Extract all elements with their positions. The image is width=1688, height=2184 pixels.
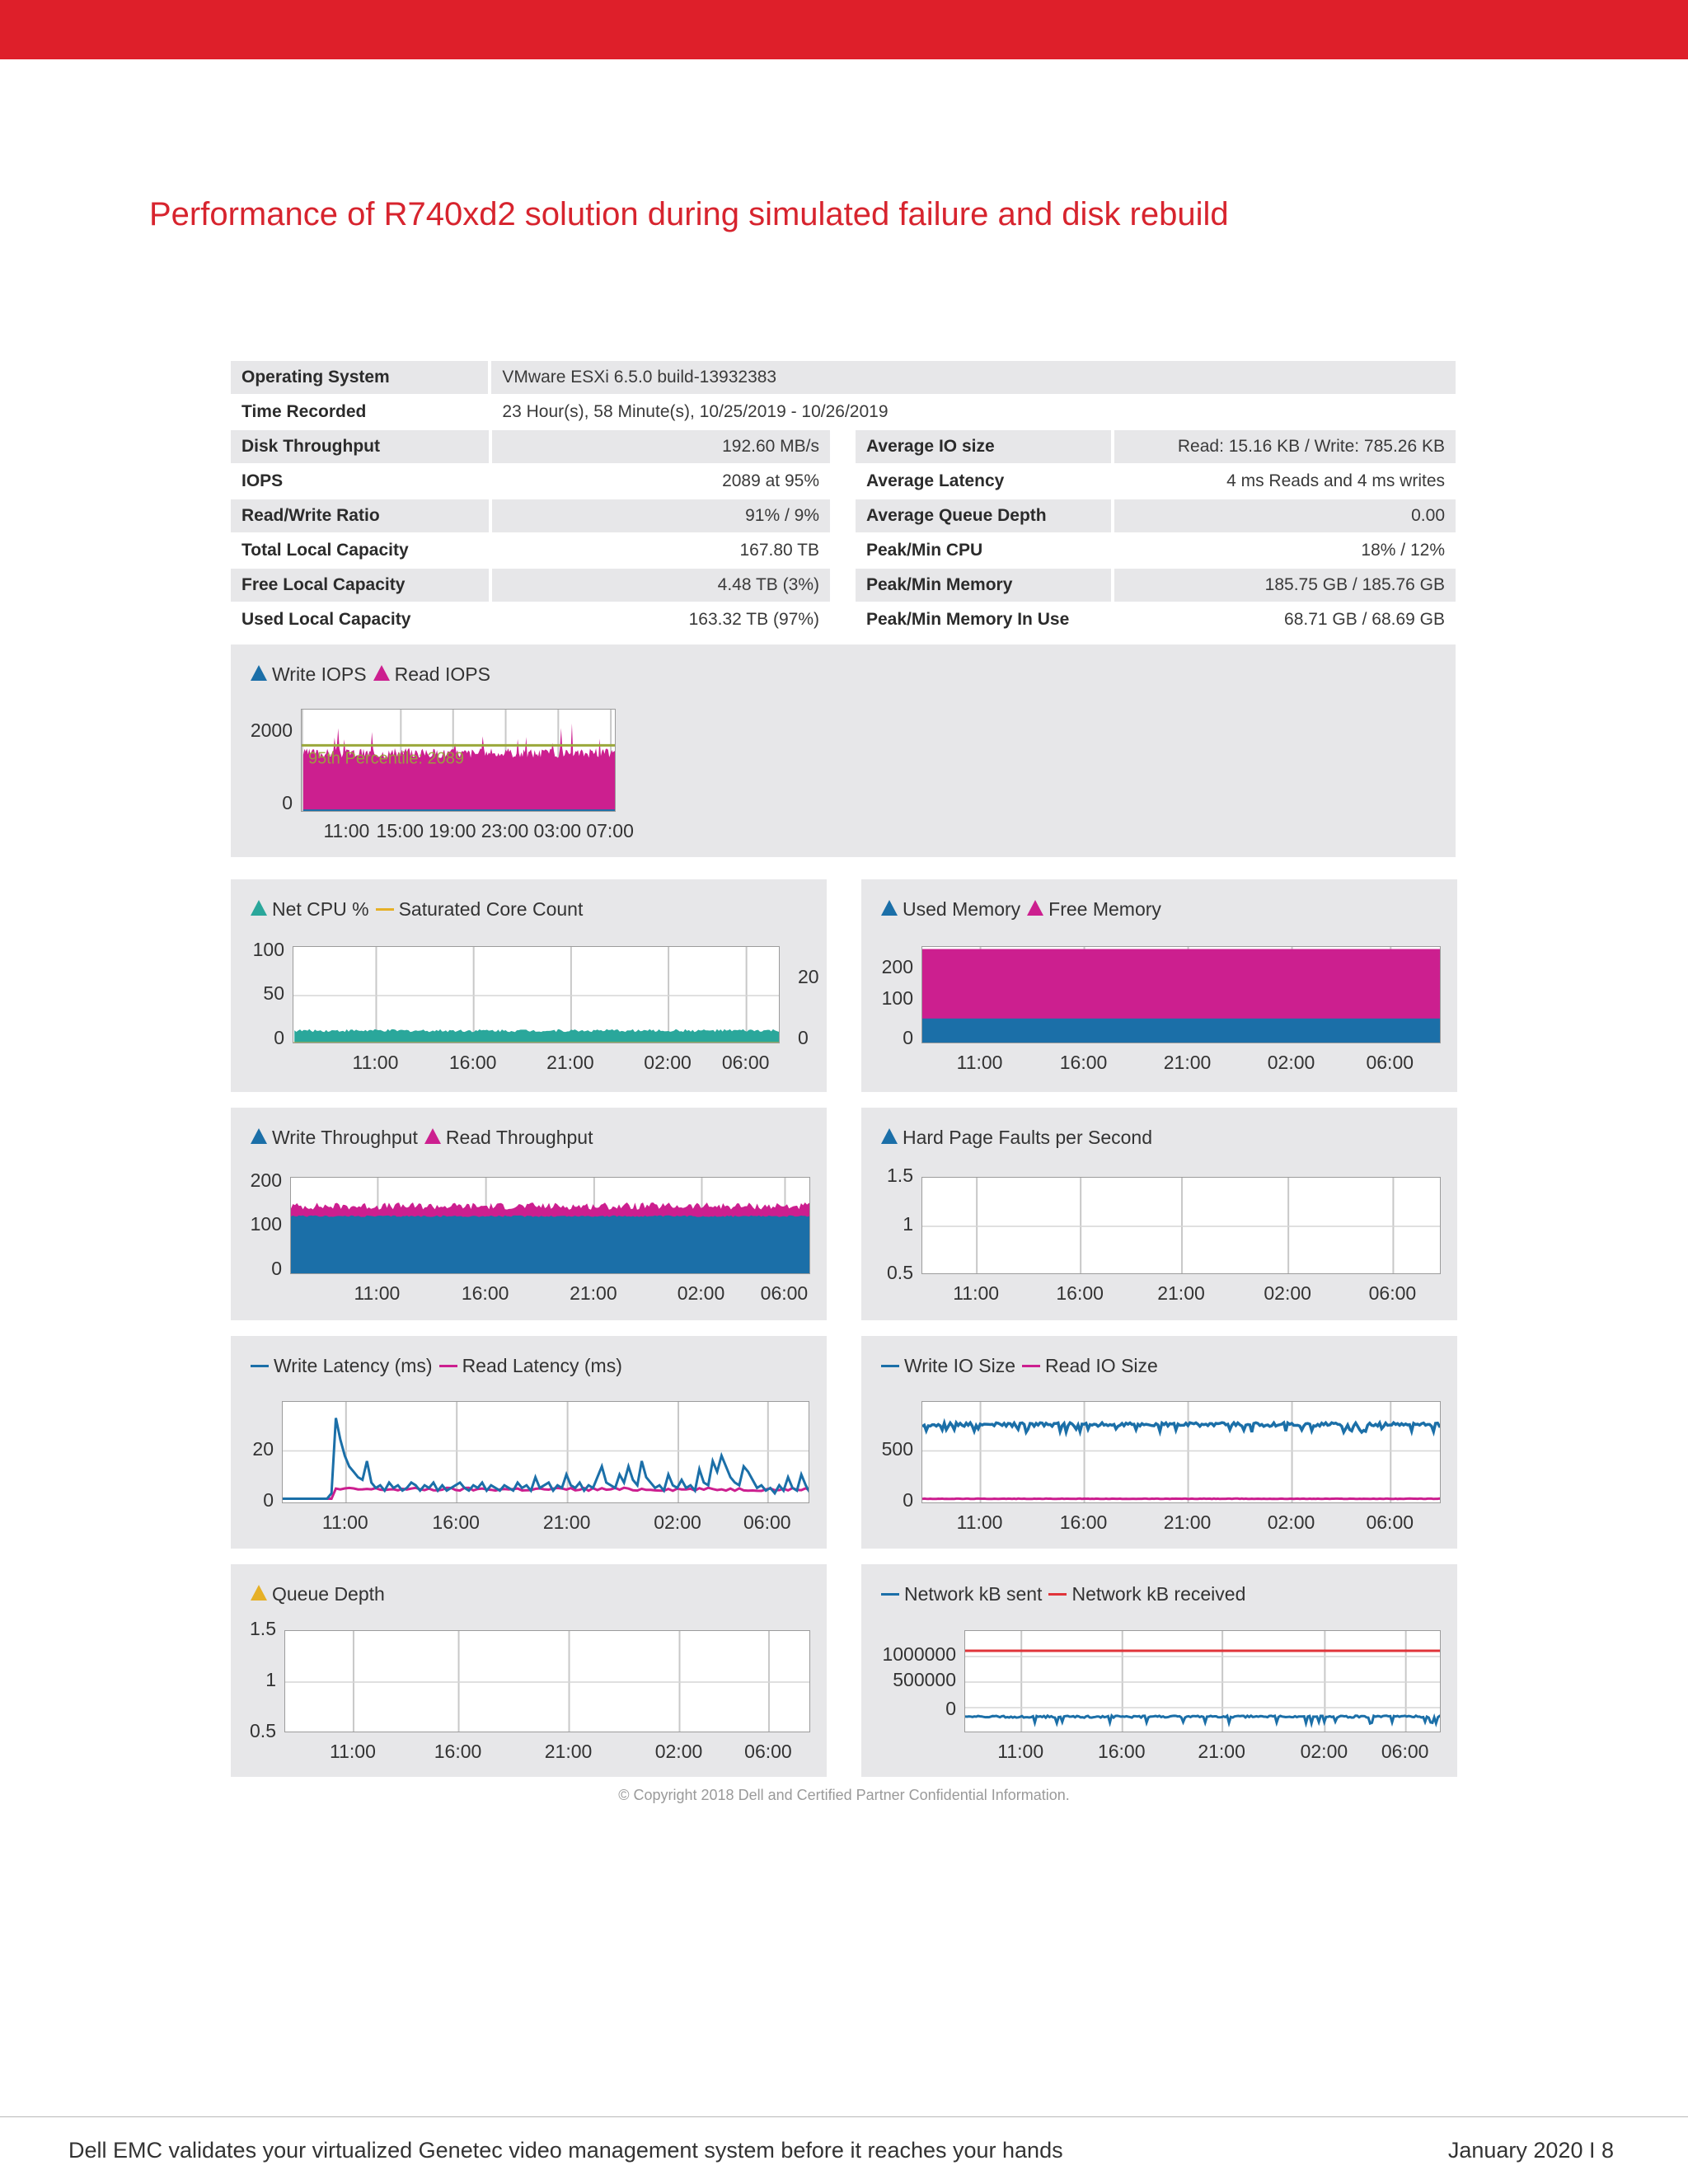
y-tick-label: 500	[881, 1437, 913, 1460]
legend-label: Write Throughput	[272, 1127, 418, 1149]
metric-value: 163.32 TB (97%)	[688, 610, 819, 629]
x-tick-label: 16:00	[448, 1052, 497, 1073]
x-tick-label: 16:00	[432, 1511, 480, 1533]
y2-tick-label: 20	[798, 965, 819, 987]
table-row	[231, 361, 1456, 394]
x-tick-label: 16:00	[461, 1282, 509, 1304]
page-title: Performance of R740xd2 solution during simulated failure and disk rebuild	[149, 196, 1229, 232]
table-row	[231, 534, 1456, 567]
legend-label: Queue Depth	[272, 1583, 385, 1605]
chart-legend	[251, 1126, 599, 1149]
x-tick-label: 21:00	[1198, 1741, 1245, 1762]
x-tick-label: 11:00	[321, 1511, 368, 1533]
y-tick-label: 100	[250, 1213, 282, 1235]
table-row	[231, 603, 1456, 636]
metric-label: IOPS	[241, 471, 284, 490]
line-marker-icon	[1048, 1593, 1067, 1596]
legend-label: Net CPU %	[272, 898, 369, 921]
y-tick-label: 200	[250, 1169, 282, 1191]
x-tick-label: 21:00	[570, 1282, 617, 1304]
metric-value: 68.71 GB / 68.69 GB	[1284, 610, 1445, 629]
triangle-marker-icon	[1027, 900, 1043, 916]
x-tick-label: 16:00	[434, 1741, 482, 1762]
summary-table	[231, 361, 1456, 638]
y-tick-label: 100	[881, 987, 913, 1009]
plot-area-network	[964, 1630, 1441, 1732]
x-tick-label: 15:00	[376, 820, 424, 841]
y-tick-label: 2000	[250, 719, 293, 741]
legend-label: Hard Page Faults per Second	[903, 1127, 1153, 1149]
x-tick-label: 06:00	[744, 1741, 792, 1762]
table-row	[231, 569, 1456, 602]
line-marker-icon	[439, 1365, 457, 1367]
triangle-marker-icon	[251, 1585, 267, 1601]
line-marker-icon	[1022, 1365, 1040, 1367]
triangle-marker-icon	[373, 665, 390, 681]
x-tick-label: 11:00	[997, 1741, 1044, 1762]
plot-svg	[922, 1402, 1441, 1503]
x-tick-label: 07:00	[586, 820, 634, 841]
time-value: 23 Hour(s), 58 Minute(s), 10/25/2019 - 10/26/2019	[502, 402, 889, 421]
y-tick-label: 1	[265, 1669, 276, 1690]
y-tick-label: 0.5	[887, 1262, 913, 1283]
x-tick-label: 16:00	[1097, 1741, 1146, 1762]
x-tick-label: 02:00	[1264, 1282, 1311, 1304]
y-tick-label: 0	[282, 792, 293, 814]
metric-value: Read: 15.16 KB / Write: 785.26 KB	[1114, 430, 1456, 463]
line-marker-icon	[881, 1593, 899, 1596]
y-tick-label: 0	[903, 1027, 913, 1049]
chart-legend	[881, 898, 1168, 921]
chart-legend	[881, 1354, 1165, 1377]
y-tick-label: 20	[252, 1437, 274, 1460]
y-tick-label: 1.5	[887, 1165, 913, 1186]
metric-value: 0.00	[1114, 499, 1456, 532]
legend-label: Network kB received	[1071, 1583, 1246, 1605]
footer-page-info: January 2020 I 8	[1447, 2138, 1614, 2163]
x-tick-label: 02:00	[654, 1511, 701, 1533]
legend-label: Write IO Size	[904, 1355, 1016, 1377]
legend-label: Used Memory	[903, 898, 1021, 921]
x-tick-label: 11:00	[323, 820, 370, 841]
x-tick-label: 21:00	[546, 1052, 594, 1073]
triangle-marker-icon	[881, 1128, 898, 1144]
x-tick-label: 16:00	[1059, 1511, 1108, 1533]
metric-label: Read/Write Ratio	[231, 499, 489, 532]
x-tick-label: 02:00	[1267, 1052, 1315, 1073]
metric-label: Total Local Capacity	[241, 541, 409, 560]
x-tick-label: 06:00	[1366, 1511, 1414, 1533]
x-tick-label: 02:00	[644, 1052, 692, 1073]
x-tick-label: 11:00	[352, 1052, 399, 1073]
metric-label: Average Queue Depth	[856, 499, 1111, 532]
plot-svg	[302, 710, 616, 812]
plot-svg	[922, 947, 1441, 1043]
write-iops-area	[303, 809, 616, 812]
metric-label: Used Local Capacity	[241, 610, 411, 629]
triangle-marker-icon	[881, 900, 898, 916]
plot-area-memory	[921, 946, 1441, 1043]
legend-label: Read Latency (ms)	[462, 1355, 622, 1377]
metric-label: Average Latency	[866, 471, 1005, 490]
legend-label: Read IOPS	[394, 663, 490, 686]
legend-label: Free Memory	[1048, 898, 1161, 921]
chart-legend	[251, 898, 589, 921]
x-tick-label: 11:00	[956, 1052, 1003, 1073]
y-tick-label: 0	[271, 1258, 282, 1280]
x-tick-label: 21:00	[544, 1741, 593, 1762]
brand-top-bar	[0, 0, 1688, 59]
plot-svg	[293, 947, 780, 1043]
write-io-size-line	[922, 1422, 1441, 1432]
y-tick-label: 50	[263, 982, 284, 1004]
legend-label: Write IOPS	[272, 663, 367, 686]
x-tick-label: 02:00	[1300, 1741, 1348, 1762]
x-tick-label: 11:00	[330, 1741, 376, 1762]
y-tick-label: 0.5	[250, 1720, 276, 1741]
legend-label: Read Throughput	[445, 1127, 593, 1149]
chart-legend	[251, 1582, 392, 1605]
x-tick-label: 06:00	[721, 1052, 770, 1073]
x-tick-label: 21:00	[542, 1511, 591, 1533]
y-tick-label: 1	[903, 1213, 913, 1235]
x-tick-label: 06:00	[743, 1511, 791, 1533]
chart-legend	[881, 1582, 1252, 1605]
metric-label: Peak/Min Memory In Use	[866, 610, 1070, 629]
metric-label: Average IO size	[856, 430, 1111, 463]
time-label: Time Recorded	[241, 402, 367, 421]
x-tick-label: 21:00	[1157, 1282, 1205, 1304]
metric-value: 91% / 9%	[492, 499, 830, 532]
chart-legend	[251, 663, 497, 686]
y-tick-label: 200	[881, 956, 913, 978]
y-tick-label: 100	[252, 938, 284, 960]
x-tick-label: 19:00	[428, 820, 476, 841]
y-tick-label: 0	[274, 1027, 284, 1049]
x-tick-label: 16:00	[1059, 1052, 1108, 1073]
table-row	[231, 430, 1456, 463]
table-row	[231, 499, 1456, 532]
legend-label: Write Latency (ms)	[274, 1355, 433, 1377]
legend-label: Network kB sent	[904, 1583, 1043, 1605]
plot-area-iosize	[921, 1401, 1441, 1503]
plot-area-latency	[282, 1401, 809, 1503]
plot-area-cpu	[293, 946, 780, 1043]
used-memory-area	[922, 1019, 1441, 1043]
write-latency-line	[283, 1418, 809, 1499]
plot-svg	[285, 1631, 810, 1732]
x-tick-label: 06:00	[760, 1282, 809, 1304]
x-tick-label: 02:00	[1267, 1511, 1315, 1533]
os-label: Operating System	[231, 361, 488, 394]
x-tick-label: 03:00	[533, 820, 582, 841]
metric-value: 192.60 MB/s	[492, 430, 830, 463]
plot-area-iops	[301, 709, 616, 812]
x-tick-label: 11:00	[354, 1282, 401, 1304]
line-marker-icon	[376, 908, 394, 911]
metric-value: 4.48 TB (3%)	[492, 569, 830, 602]
read-latency-line	[283, 1488, 809, 1498]
chart-legend	[251, 1354, 629, 1377]
triangle-marker-icon	[251, 1128, 267, 1144]
metric-label: Disk Throughput	[231, 430, 489, 463]
plot-svg	[965, 1631, 1441, 1732]
plot-area-throughput	[290, 1177, 810, 1274]
plot-svg	[283, 1402, 809, 1503]
percentile-label: 95th Percentile: 2089	[308, 749, 465, 768]
y-tick-label: 0	[263, 1488, 274, 1511]
line-marker-icon	[251, 1365, 269, 1367]
plot-svg	[291, 1178, 810, 1274]
x-tick-label: 21:00	[1163, 1052, 1212, 1073]
write-throughput-area	[291, 1216, 810, 1274]
os-value: VMware ESXi 6.5.0 build-13932383	[491, 361, 1456, 394]
x-tick-label: 06:00	[1368, 1282, 1417, 1304]
triangle-marker-icon	[251, 665, 267, 681]
x-tick-label: 11:00	[953, 1282, 1000, 1304]
y-tick-label: 0	[945, 1697, 956, 1719]
plot-svg	[922, 1178, 1441, 1274]
metric-value: 167.80 TB	[739, 541, 819, 560]
metric-label: Peak/Min CPU	[866, 541, 983, 560]
table-row	[231, 396, 1456, 429]
metric-value: 185.75 GB / 185.76 GB	[1114, 569, 1456, 602]
x-tick-label: 23:00	[481, 820, 529, 841]
x-tick-label: 02:00	[677, 1282, 725, 1304]
network-sent-line	[965, 1716, 1441, 1723]
footer-text: Dell EMC validates your virtualized Genetec video management system before it reaches your hands	[68, 2138, 1063, 2163]
copyright-notice: © Copyright 2018 Dell and Certified Partner Confidential Information.	[618, 1787, 1070, 1803]
chart-legend	[881, 1126, 1159, 1149]
y-tick-label: 0	[903, 1488, 913, 1511]
triangle-marker-icon	[424, 1128, 441, 1144]
y-tick-label: 1.5	[250, 1618, 276, 1639]
y-tick-label: 500000	[893, 1669, 956, 1690]
x-tick-label: 02:00	[654, 1741, 703, 1762]
table-row	[231, 465, 1456, 498]
line-marker-icon	[881, 1365, 899, 1367]
footer-divider	[0, 2116, 1688, 2117]
net-cpu-area	[294, 1029, 780, 1043]
y-tick-label: 1000000	[882, 1643, 956, 1665]
legend-label: Saturated Core Count	[398, 898, 584, 921]
metric-label: Peak/Min Memory	[856, 569, 1111, 602]
triangle-marker-icon	[251, 900, 267, 916]
metric-value: 18% / 12%	[1361, 541, 1445, 560]
metric-label: Free Local Capacity	[231, 569, 489, 602]
plot-area-queue	[284, 1630, 810, 1732]
legend-label: Read IO Size	[1045, 1355, 1158, 1377]
x-tick-label: 06:00	[1381, 1741, 1429, 1762]
plot-area-pagefaults	[921, 1177, 1441, 1274]
x-tick-label: 16:00	[1056, 1282, 1104, 1304]
read-io-size-line	[922, 1498, 1441, 1499]
y2-tick-label: 0	[798, 1027, 809, 1049]
x-tick-label: 06:00	[1366, 1052, 1414, 1073]
x-tick-label: 21:00	[1163, 1511, 1212, 1533]
metric-value: 4 ms Reads and 4 ms writes	[1226, 471, 1445, 490]
metric-value: 2089 at 95%	[722, 471, 819, 490]
x-tick-label: 11:00	[956, 1511, 1003, 1533]
